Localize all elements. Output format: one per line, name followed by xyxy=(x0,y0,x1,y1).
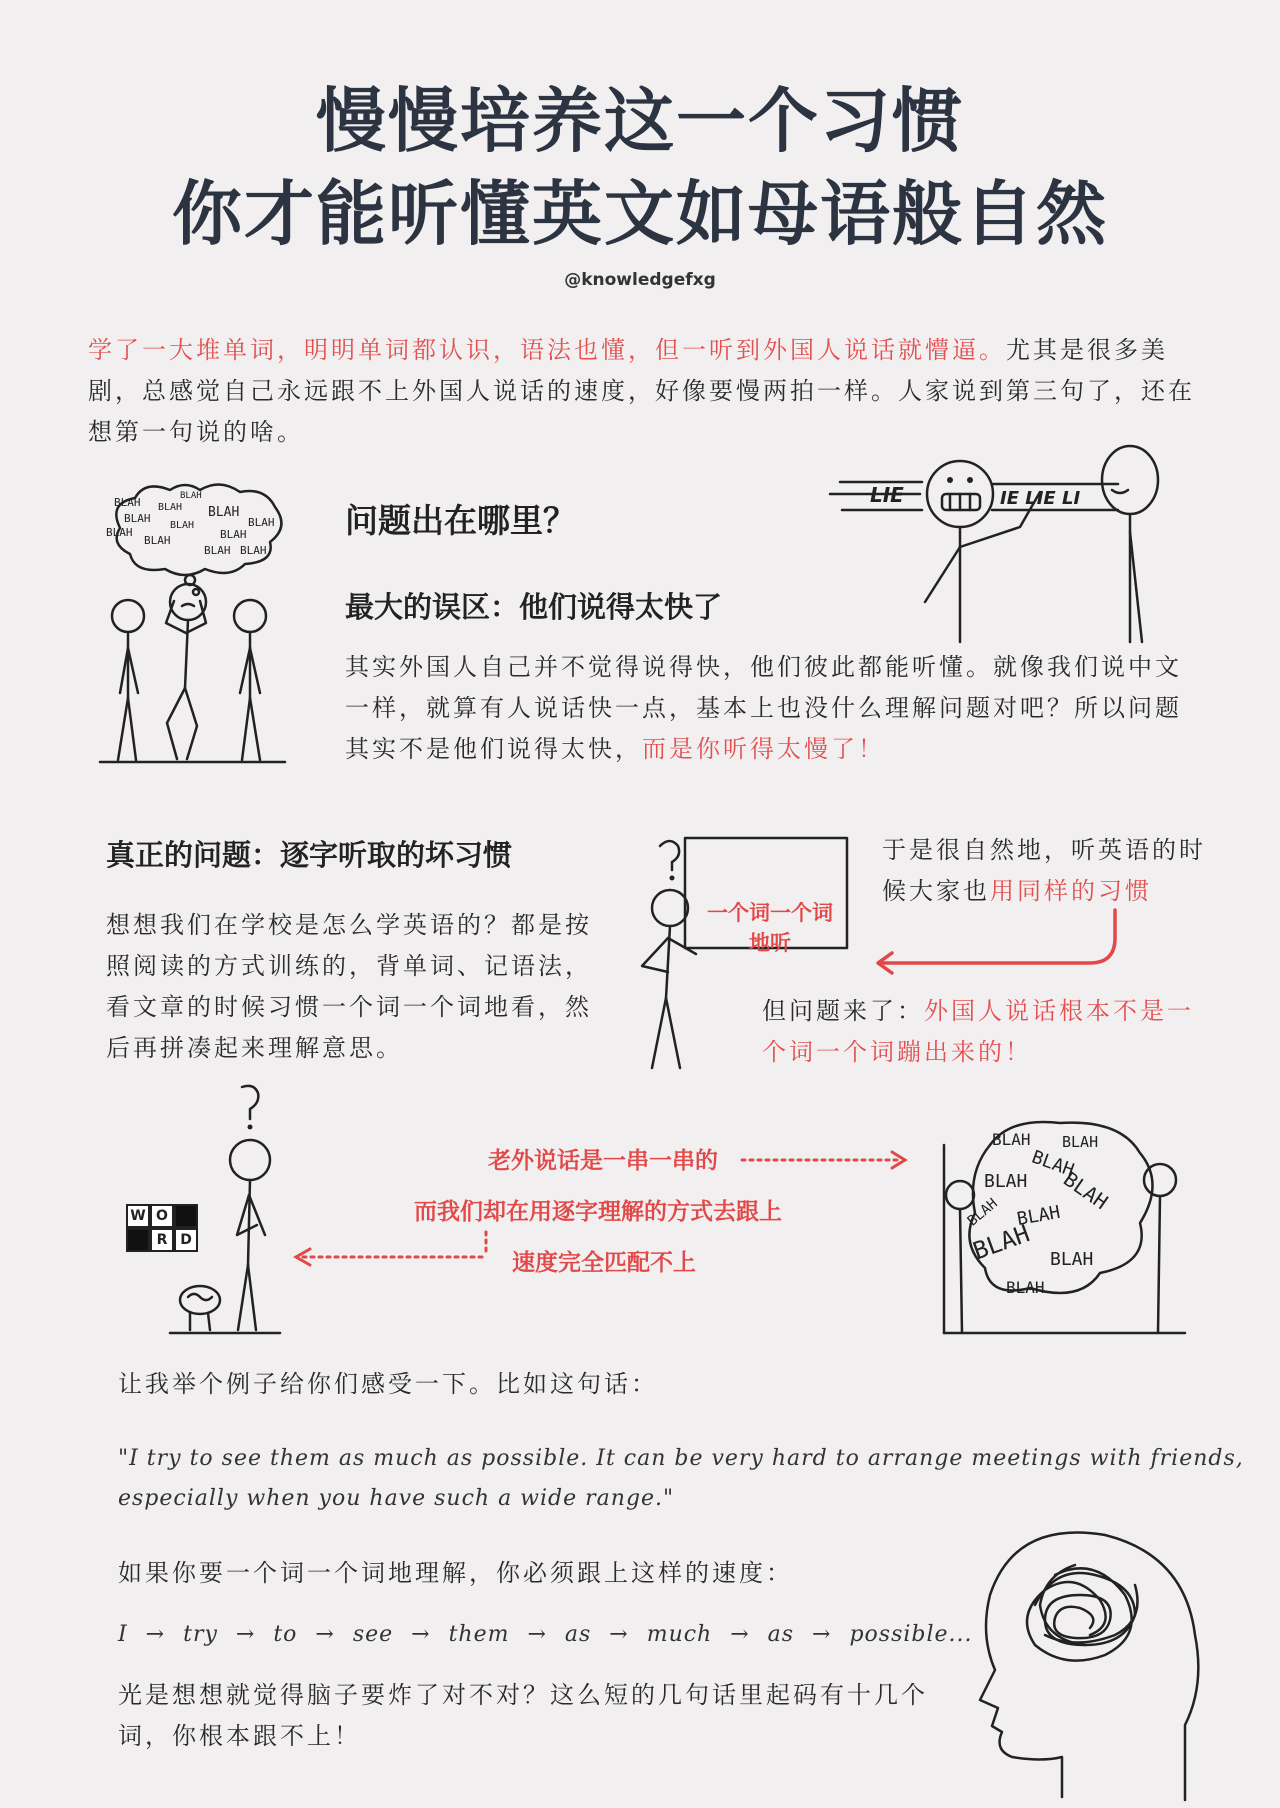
blah-word: BLAH xyxy=(992,1130,1031,1149)
word-sequence: I → try → to → see → them → as → much → as → possible... xyxy=(118,1622,973,1647)
word-tile xyxy=(126,1228,150,1252)
bubble-word: BLAH xyxy=(204,544,231,557)
section3-line2: 而我们却在用逐字理解的方式去跟上 xyxy=(414,1199,782,1225)
shouting-lie-illustration xyxy=(830,432,1180,642)
bubble-word: BLAH xyxy=(248,516,275,529)
bubble-word: BLAH xyxy=(124,512,151,525)
bubble-word: BLAH xyxy=(240,544,267,557)
bubble-word: BLAH xyxy=(158,502,183,513)
bubble-word: BLAH xyxy=(106,526,133,539)
question-red: 外国人说话根本不是一个词一个词蹦出来的！ xyxy=(762,997,1194,1066)
bubble-word: BLAH xyxy=(220,528,247,541)
sign-line2: 地听 xyxy=(749,931,791,955)
word-tile xyxy=(174,1204,198,1228)
section2-body: 想想我们在学校是怎么学英语的？都是按照阅读的方式训练的，背单词、记语法，看文章的时候习惯一个词一个词地看，然后再拼凑起来理解意思。 xyxy=(106,911,592,1062)
section2-right-red: 用同样的习惯 xyxy=(990,877,1152,905)
bubble-word: BLAH xyxy=(144,534,171,547)
head-scribble-icon xyxy=(975,1525,1205,1805)
bubble-word: BLAH xyxy=(208,505,240,520)
blah-word: BLAH xyxy=(1028,1146,1077,1182)
blah-word: BLAH xyxy=(1006,1278,1045,1297)
section3-line1: 老外说话是一串一串的 xyxy=(488,1148,718,1174)
section2-question xyxy=(762,991,1212,1073)
speed-intro: 如果你要一个词一个词地理解，你必须跟上这样的速度： xyxy=(118,1559,793,1587)
blah-word: BLAH xyxy=(984,1171,1028,1192)
section2-right-plain: 于是很自然地，听英语的时候大家也 xyxy=(882,836,1206,905)
sign-line1: 一个词一个词 xyxy=(707,901,833,925)
blah-word: BLAH xyxy=(1059,1166,1113,1215)
blah-word: BLAH xyxy=(1050,1249,1094,1270)
bubble-word: BLAH xyxy=(180,491,202,501)
lie-text-right: IE LIE LI xyxy=(1000,488,1081,509)
three-people-blah-illustration xyxy=(100,488,300,763)
blah-word: BLAH xyxy=(964,1195,1001,1230)
word-tile: W xyxy=(126,1204,150,1228)
blah-word: BLAH xyxy=(1062,1133,1099,1151)
lie-text-left: LIE xyxy=(870,483,904,507)
section1-subheading: 最大的误区：他们说得太快了 xyxy=(345,590,723,624)
author-handle: @knowledgefxg xyxy=(564,270,716,290)
section1-body-text: 其实外国人自己并不觉得说得快，他们彼此都能听懂。就像我们说中文一样，就算有人说话快一点，基本上也没什么理解问题对吧？所以问题其实不是他们说得太快， xyxy=(345,653,1182,763)
page-title-line2: 你才能听懂英文如母语般自然 xyxy=(172,173,1108,255)
blah-crowd-illustration xyxy=(940,1115,1190,1340)
example-quote-line2: especially when you have such a wide range." xyxy=(118,1486,675,1511)
section3-line3: 速度完全匹配不上 xyxy=(512,1250,696,1276)
word-tile: O xyxy=(150,1204,174,1228)
word-tile: D xyxy=(174,1228,198,1252)
bubble-word: BLAH xyxy=(114,496,141,509)
section1-body xyxy=(345,647,1205,770)
sign-text xyxy=(690,898,850,958)
dotted-arrow-left xyxy=(290,1230,490,1270)
intro-highlight: 学了一大堆单词，明明单词都认识，语法也懂，但一听到外国人说话就懵逼。 xyxy=(88,336,1006,364)
section2-right-text xyxy=(882,830,1212,912)
example-quote-line1: "I try to see them as much as possible. It can be very hard to arrange meetings with friends, xyxy=(118,1446,1244,1471)
curved-arrow-left xyxy=(870,908,1120,968)
dotted-arrow-right xyxy=(742,1150,912,1170)
section1-body-red: 而是你听得太慢了！ xyxy=(642,735,885,763)
blah-word: BLAH xyxy=(1015,1201,1062,1231)
page-title-line1: 慢慢培养这一个习惯 xyxy=(316,80,964,162)
section2-heading: 真正的问题：逐字听取的坏习惯 xyxy=(106,838,513,872)
word-tile: R xyxy=(150,1228,174,1252)
question-plain: 但问题来了： xyxy=(762,997,924,1025)
intro-rest: 尤其是很多美剧，总感觉自己永远跟不上外国人说话的速度，好像要慢两拍一样。人家说到第三句了，还在想第一句说的啥。 xyxy=(88,336,1195,446)
blah-word: BLAH xyxy=(969,1219,1034,1266)
example-intro: 让我举个例子给你们感受一下。比如这句话： xyxy=(118,1370,658,1398)
closing-text: 光是想想就觉得脑子要炸了对不对？这么短的几句话里起码有十几个词，你根本跟不上！ xyxy=(118,1681,928,1750)
section1-heading: 问题出在哪里？ xyxy=(345,501,576,540)
bubble-word: BLAH xyxy=(170,520,195,531)
